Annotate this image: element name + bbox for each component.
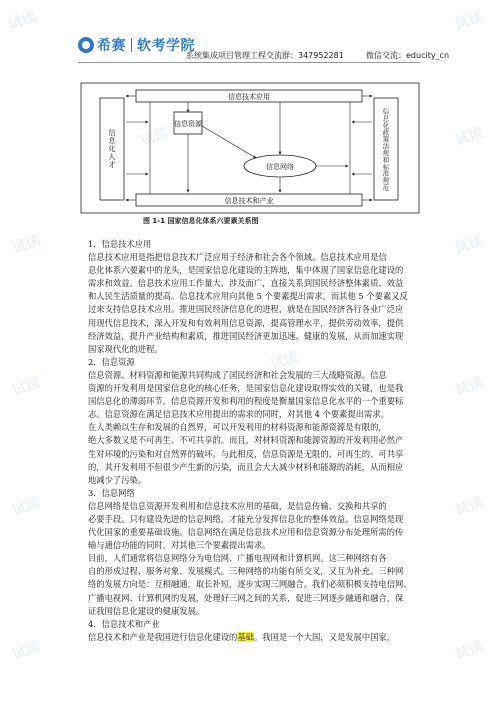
top-box-label: 信息技术应用 [228,93,270,101]
body-line: 需求和效益。信息技术应用工作量大、涉及面广，直接关系到国民经济整体素质、效益 [88,278,404,289]
body-line: 络的发展方向是：互相融通，取长补短，逐步实现三网融合。我们必须积极支持电信网、 [88,579,412,590]
body-line: 过来支持信息技术应用。推进国民经济信息化的进程，就是在国民经济各行各业广泛应 [88,304,404,315]
body-line: 地减少了污染。 [88,474,147,485]
watermark: 试读 [10,232,43,258]
body-line: 信息技术应用是指把信息技术广泛应用于经济和社会各个领域。信息技术应用是信 [88,252,387,263]
resource-label: 信息资源 [174,120,202,128]
page-header [0,0,499,62]
figure-caption: 图 1-1 国家信息化体系六要素关系图 [143,217,259,225]
section-heading: 2．信息资源 [88,356,135,367]
watermark: 试读 [453,374,486,400]
body-line: 资源的开发利用是国家信息化的核心任务，是国家信息化建设取得实效的关键，也是我 [88,383,404,394]
body-line: 经济效益，提升产业结构和素质，推进国民经济更加迅速、健康的发展，从而加速实现 [88,330,404,341]
body-line: 生对环境的污染和对自然界的破坏。与此相反，信息资源是无限的、可再生的、可共享 [88,448,404,459]
body-line: 广播电视网、计算机网的发展，处理好三网之间的关系，促进三网逐步融通和融合，保 [88,592,404,603]
group-info: 系统集成项目管理工程交流群：347952281 [186,51,344,60]
section-heading: 3．信息网络 [88,487,135,498]
body-line: 代化国家的重要基础设施。信息网络在满足信息技术应用和信息资源分布处理所需的传 [88,527,404,538]
section-heading: 1．信息技术应用 [88,239,152,249]
outer-frame [81,83,419,213]
brand-logo [78,34,195,56]
body-line: 自的形成过程、服务对象、发展模式。三种网络的功能有所交叉，又互为补充。三种网 [88,566,404,577]
watermark: 试读 [6,8,39,34]
body-line: 息化体系六要素中的龙头，是国家信息化建设的主阵地，集中体现了国家信息化建设的 [88,265,404,276]
bottom-box-label: 信息技术和产业 [224,197,274,205]
brand-divider [131,38,132,52]
watermark: 试读 [453,232,486,258]
body-line: 目前，人们通常将信息网络分为电信网、广播电视网和计算机网。这三种网络有各 [88,553,387,564]
body-line: 和人民生活质量的提高。信息技术应用向其他 5 个要素提出需求，而其他 5 个要素又反 [88,291,408,302]
watermark: 试读 [453,494,486,520]
watermark: 试读 [10,494,43,520]
body-line: 证我国信息化建设的健康发展。 [88,605,205,616]
section-heading: 4．信息技术和产业 [88,618,160,629]
body-line: 的，其开发利用不但很少产生新的污染，而且会大大减少材料和能源的消耗，从而相应 [88,461,404,472]
body-text: 信息技术和产业是我国进行信息化建设的 [88,631,238,642]
body-line: 绝大多数又是不可再生、不可共享的。而且，对材料资源和能源资源的开发利用必然产 [88,435,404,446]
watermark: 试读 [453,124,486,150]
watermark: 试读 [138,124,171,150]
body-text: 。我国是一个大国，又是发展中国家， [253,631,396,642]
right-vertical-label: 信息化政策法规和标准规范 [381,107,390,191]
header-divider [78,62,420,63]
brand-logo-icon [78,37,94,53]
body-line: 在人类赖以生存和发展的自然界，可以开发利用的材料资源和能源资源是有限的， [88,422,387,433]
six-elements-diagram [80,82,420,214]
highlighted-text: 基础 [237,631,254,642]
body-line: 国信息化的薄弱环节。信息资源开发和利用的程度是衡量国家信息化水平的一个重要标 [88,396,404,407]
body-line: 输与通信功能的同时，对其他三个要素提出需求。 [88,540,271,551]
left-vertical-label: 信息化人才 [108,129,116,169]
wechat-info: 微信交流：educity_cn [366,51,450,60]
watermark: 试读 [268,348,301,374]
document-body [88,238,424,644]
body-line: 必要手段。只有建设先进的信息网络，才能充分发挥信息化的整体效益。信息网络是现 [88,513,404,524]
body-line: 信息资源、材料资源和能源共同构成了国民经济和社会发展的三大战略资源。信息 [88,369,387,380]
body-line: 用现代信息技术，深入开发和有效利用信息资源，提高管理水平，提供劳动效率，提供 [88,317,404,328]
body-line [88,631,424,644]
body-line: 信息网络是信息资源开发利用和信息技术应用的基础，是信息传输、交换和共享的 [88,500,387,511]
watermark: 试读 [10,374,43,400]
watermark: 试读 [453,8,486,34]
figure-diagram [80,82,420,214]
brand-subtitle: 软考学院 [137,38,195,54]
body-line: 志。信息资源在满足信息技术应用提出的需求的同时，对其他 4 个要素提出需求。 [88,409,389,420]
body-line: 国家现代化的进程。 [88,343,163,354]
watermark: 试读 [453,638,486,664]
brand-name: 希赛 [97,38,126,54]
watermark: 试读 [10,638,43,664]
network-label: 信息网络 [266,163,294,171]
